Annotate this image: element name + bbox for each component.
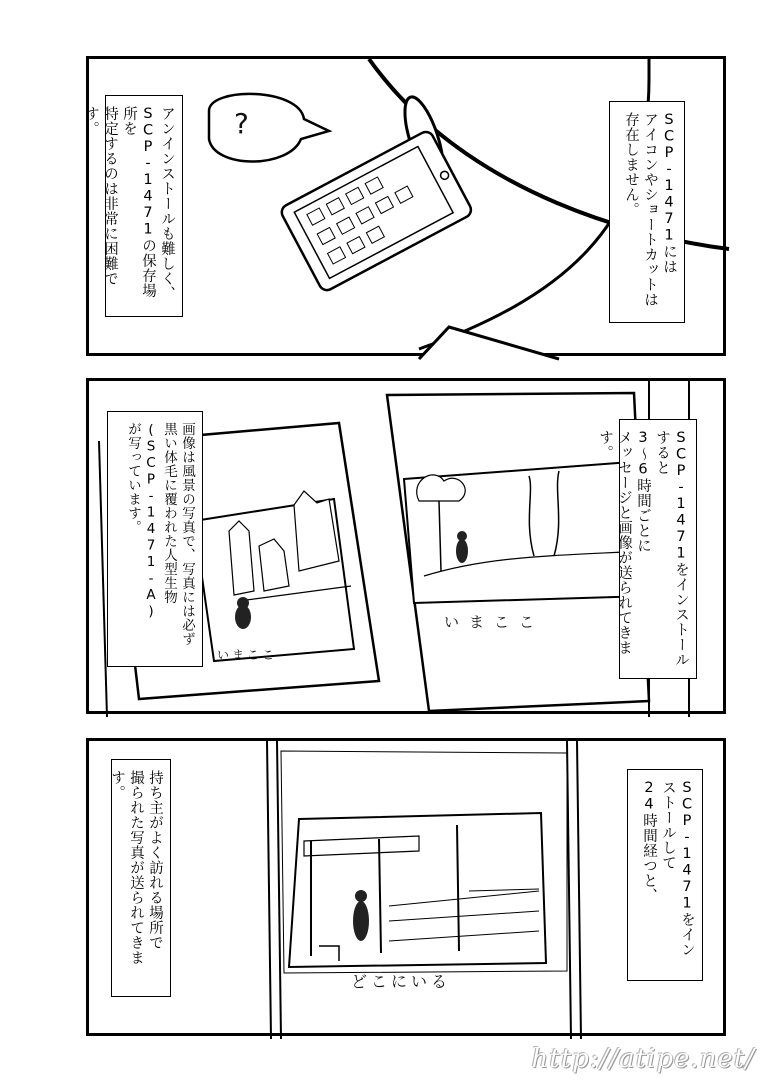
caption-line: 持ち主がよく訪れる場所で (147, 770, 163, 950)
caption-line: 黒い体毛に覆われた人型生物 (161, 422, 177, 604)
caption-box-right (597, 419, 697, 679)
caption-line: SCP-1471をインストールすると (654, 430, 689, 667)
caption-line: アンインストールも難しく、 (159, 106, 175, 301)
smartphone-icon (279, 129, 474, 293)
caption-line: 特定するのは非常に困難です。 (83, 106, 118, 286)
speech-bubble (209, 94, 329, 162)
caption-box-left (111, 759, 171, 997)
panel-1 (83, 56, 726, 356)
caption-line: 画像は風景の写真で、写真には必ず (179, 422, 195, 646)
photo-label-right: いまここ (444, 613, 545, 631)
caption-box-right (609, 101, 685, 323)
watermark-url: http://atipe.net/ (531, 1044, 755, 1074)
caption-box-right (627, 769, 703, 981)
photo-label: どこにいる (351, 972, 452, 991)
caption-box-left (107, 411, 203, 667)
caption-line: SCP-1471には (661, 112, 677, 274)
caption-line: 存在しません。 (623, 112, 639, 217)
caption-line: SCP-1471の保存場所を (121, 106, 156, 298)
caption-line: 24時間経つと、 (641, 780, 657, 903)
speech-bubble-text: ? (234, 107, 255, 140)
caption-line: (SCP-1471-A) (143, 422, 159, 620)
photo-label-left: いまここ (217, 648, 278, 662)
caption-line: が写っています。 (125, 422, 141, 534)
caption-line: SCP-1471をインストールして (660, 780, 695, 957)
caption-line: メッセージと画像が送られてきます。 (597, 430, 632, 655)
caption-box-left (83, 95, 183, 317)
caption-line: 撮られた写真が送られてきます。 (109, 770, 144, 965)
caption-line: アイコンやショートカットは (642, 112, 658, 307)
caption-line: 3〜6時間ごとに (635, 430, 651, 553)
panel-2 (86, 378, 726, 714)
panel-3 (86, 738, 726, 1036)
